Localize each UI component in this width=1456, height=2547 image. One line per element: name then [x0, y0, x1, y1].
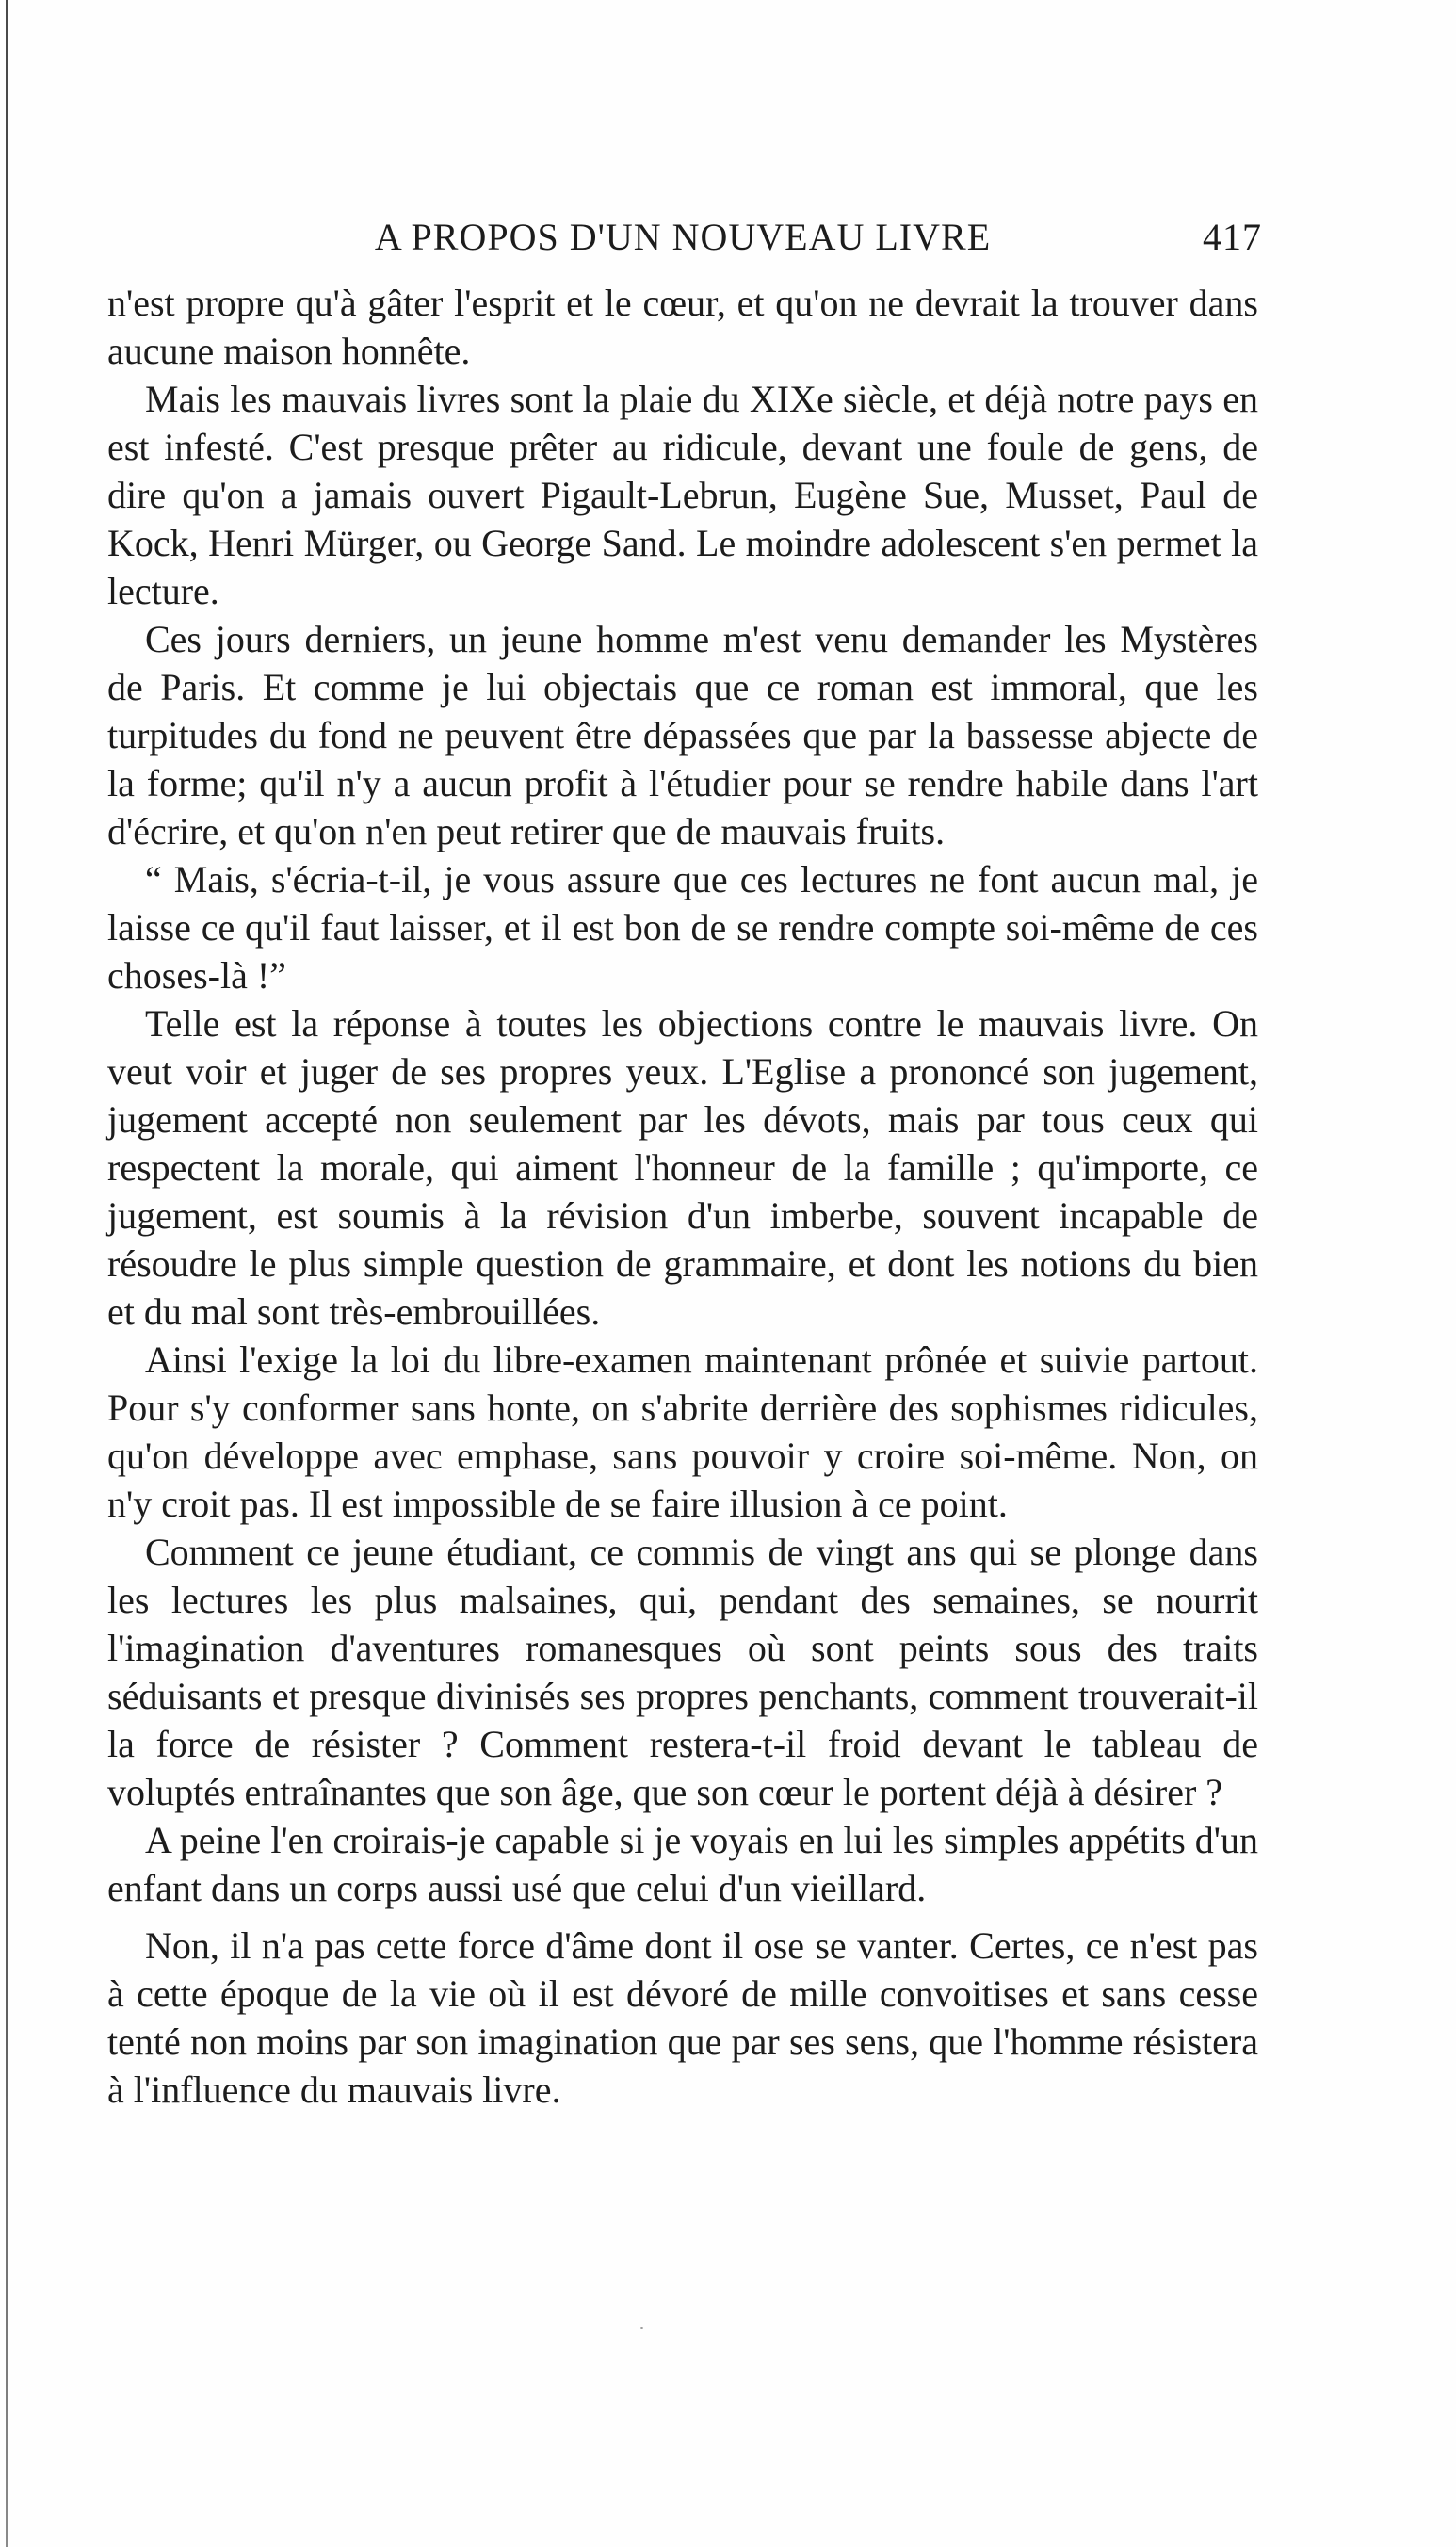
paragraph: Non, il n'a pas cette force d'âme dont il ose se vanter. Certes, ce n'est pas à cette époque de la vie où il est dévoré de mille convoitises et sans cesse tenté non moins par son imagination que par ses sens, que l'homme résistera à l'influence du mauvais livre.	[107, 1924, 1258, 2111]
body-text	[107, 279, 1258, 2114]
running-header	[104, 215, 1262, 271]
paragraph: “ Mais, s'écria-t-il, je vous assure que ces lectures ne font aucun mal, je laisse ce qu'il faut laisser, et il est bon de se rendre compte soi-même de ces choses-là !”	[107, 858, 1258, 997]
paragraph: Comment ce jeune étudiant, ce commis de vingt ans qui se plonge dans les lectures les plus malsaines, qui, pendant des semaines, se nourrit l'imagination d'aventures romanesques où sont peints sous des traits séduisants et presque divinisés ses propres penchants, comment trouverait-il la force de résister ? Comment restera-t-il froid devant le tableau de voluptés entraînantes que son âge, que son cœur le portent déjà à désirer ?	[107, 1531, 1258, 1813]
paragraph: Mais les mauvais livres sont la plaie du XIXe siècle, et déjà notre pays en est infesté. C'est presque prêter au ridicule, devant une foule de gens, de dire qu'on a jamais ouvert Pigault-Lebrun, Eugène Sue, Musset, Paul de Kock, Henri Mürger, ou George Sand. Le moindre adolescent s'en permet la lecture.	[107, 378, 1258, 612]
page-binding-edge	[6, 0, 8, 2547]
paragraph: Ces jours derniers, un jeune homme m'est venu demander les Mystères de Paris. Et comme je lui objectais que ce roman est immoral, que les turpitudes du fond ne peuvent être dépassées que par la bassesse abjecte de la forme; qu'il n'y a aucun profit à l'étudier pour se rendre habile dans l'art d'écrire, et qu'on n'en peut retirer que de mauvais fruits.	[107, 618, 1258, 852]
paragraph: A peine l'en croirais-je capable si je voyais en lui les simples appétits d'un enfant dans un corps aussi usé que celui d'un vieillard.	[107, 1819, 1258, 1909]
running-title: A PROPOS D'UN NOUVEAU LIVRE	[374, 216, 992, 258]
page-number: 417	[1203, 216, 1262, 258]
paragraph: n'est propre qu'à gâter l'esprit et le cœur, et qu'on ne devrait la trouver dans aucune maison honnête.	[107, 282, 1258, 372]
print-speck	[640, 2327, 643, 2329]
paragraph: Ainsi l'exige la loi du libre-examen maintenant prônée et suivie partout. Pour s'y conformer sans honte, on s'abrite derrière des sophismes ridicules, qu'on développe avec emphase, sans pouvoir y croire soi-même. Non, on n'y croit pas. Il est impossible de se faire illusion à ce point.	[107, 1338, 1258, 1525]
paragraph: Telle est la réponse à toutes les objections contre le mauvais livre. On veut voir et juger de ses propres yeux. L'Eglise a prononcé son jugement, jugement accepté non seulement par les dévots, mais par tous ceux qui respectent la morale, qui aiment l'honneur de la famille ; qu'importe, ce jugement, est soumis à la révision d'un imberbe, souvent incapable de résoudre le plus simple question de grammaire, et dont les notions du bien et du mal sont très-embrouillées.	[107, 1002, 1258, 1333]
